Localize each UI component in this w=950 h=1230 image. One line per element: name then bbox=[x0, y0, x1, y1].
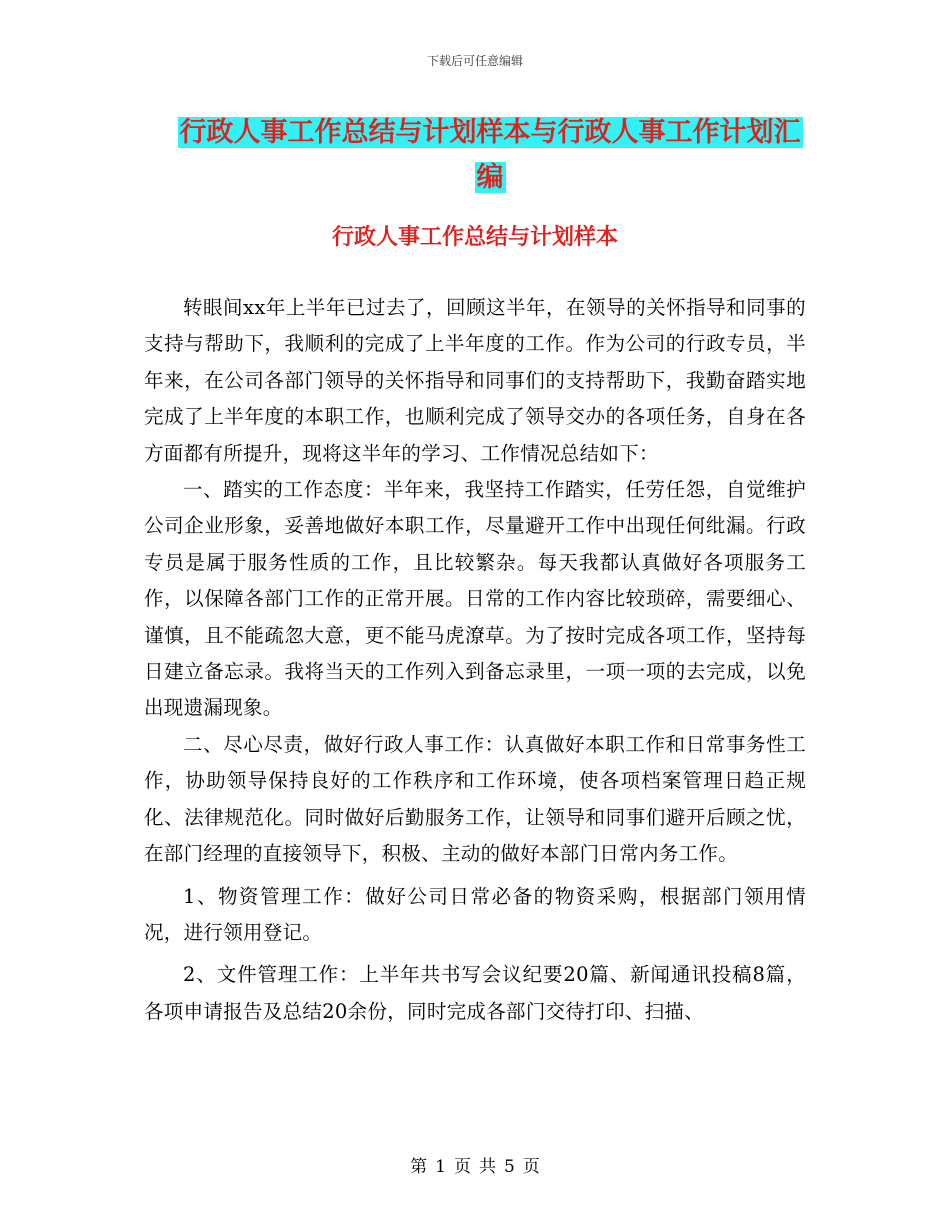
document-title bbox=[150, 110, 830, 200]
title-line-2: 编 bbox=[476, 162, 504, 193]
current-page-number: 1 bbox=[435, 1157, 446, 1177]
paragraph-document-management: 2、文件管理工作：上半年共书写会议纪要20篇、新闻通讯投稿8篇，各项申请报告及总结20余份，同时完成各部门交待打印、扫描、 bbox=[144, 963, 806, 1023]
title-line-1: 行政人事工作总结与计划样本与行政人事工作计划汇 bbox=[179, 117, 801, 148]
header-note: 下载后可任意编辑 bbox=[426, 54, 523, 68]
paragraph-admin-work: 二、尽心尽责，做好行政人事工作：认真做好本职工作和日常事务性工作，协助领导保持良好的工作秩序和工作环境，使各项档案管理日趋正规化、法律规范化。同时做好后勤服务工作，让领导和同事们避开后顾之忧，在部门经理的直接领导下，积极、主动的做好本部门日常内务工作。 bbox=[144, 732, 806, 866]
section-title: 行政人事工作总结与计划样本 bbox=[331, 224, 618, 250]
footer-total-word: 共 bbox=[479, 1157, 496, 1177]
page-footer bbox=[0, 1152, 950, 1177]
footer-page-word: 页 bbox=[454, 1157, 471, 1177]
total-pages-number: 5 bbox=[504, 1157, 515, 1177]
document-body bbox=[144, 290, 806, 1030]
paragraph-material-management: 1、物资管理工作：做好公司日常必备的物资采购，根据部门领用情况，进行领用登记。 bbox=[144, 884, 806, 944]
paragraph-work-attitude: 一、踏实的工作态度：半年来，我坚持工作踏实，任劳任怨，自觉维护公司企业形象，妥善地做好本职工作，尽量避开工作中出现任何纰漏。行政专员是属于服务性质的工作，且比较繁杂。每天我都认真做好各项服务工作，以保障各部门工作的正常开展。日常的工作内容比较琐碎，需要细心、谨慎，且不能疏忽大意，更不能马虎潦草。为了按时完成各项工作，坚持每日建立备忘录。我将当天的工作列入到备忘录里，一项一项的去完成，以免出现遗漏现象。 bbox=[144, 478, 806, 720]
footer-prefix: 第 bbox=[410, 1157, 428, 1177]
paragraph-intro: 转眼间xx年上半年已过去了，回顾这半年，在领导的关怀指导和同事的支持与帮助下，我顺利的完成了上半年度的工作。作为公司的行政专员，半年来，在公司各部门领导的关怀指导和同事们的支持帮助下，我勤奋踏实地完成了上半年度的本职工作，也顺利完成了领导交办的各项任务，自身在各方面都有所提升，现将这半年的学习、工作情况总结如下： bbox=[144, 296, 806, 465]
footer-suffix: 页 bbox=[522, 1157, 540, 1177]
